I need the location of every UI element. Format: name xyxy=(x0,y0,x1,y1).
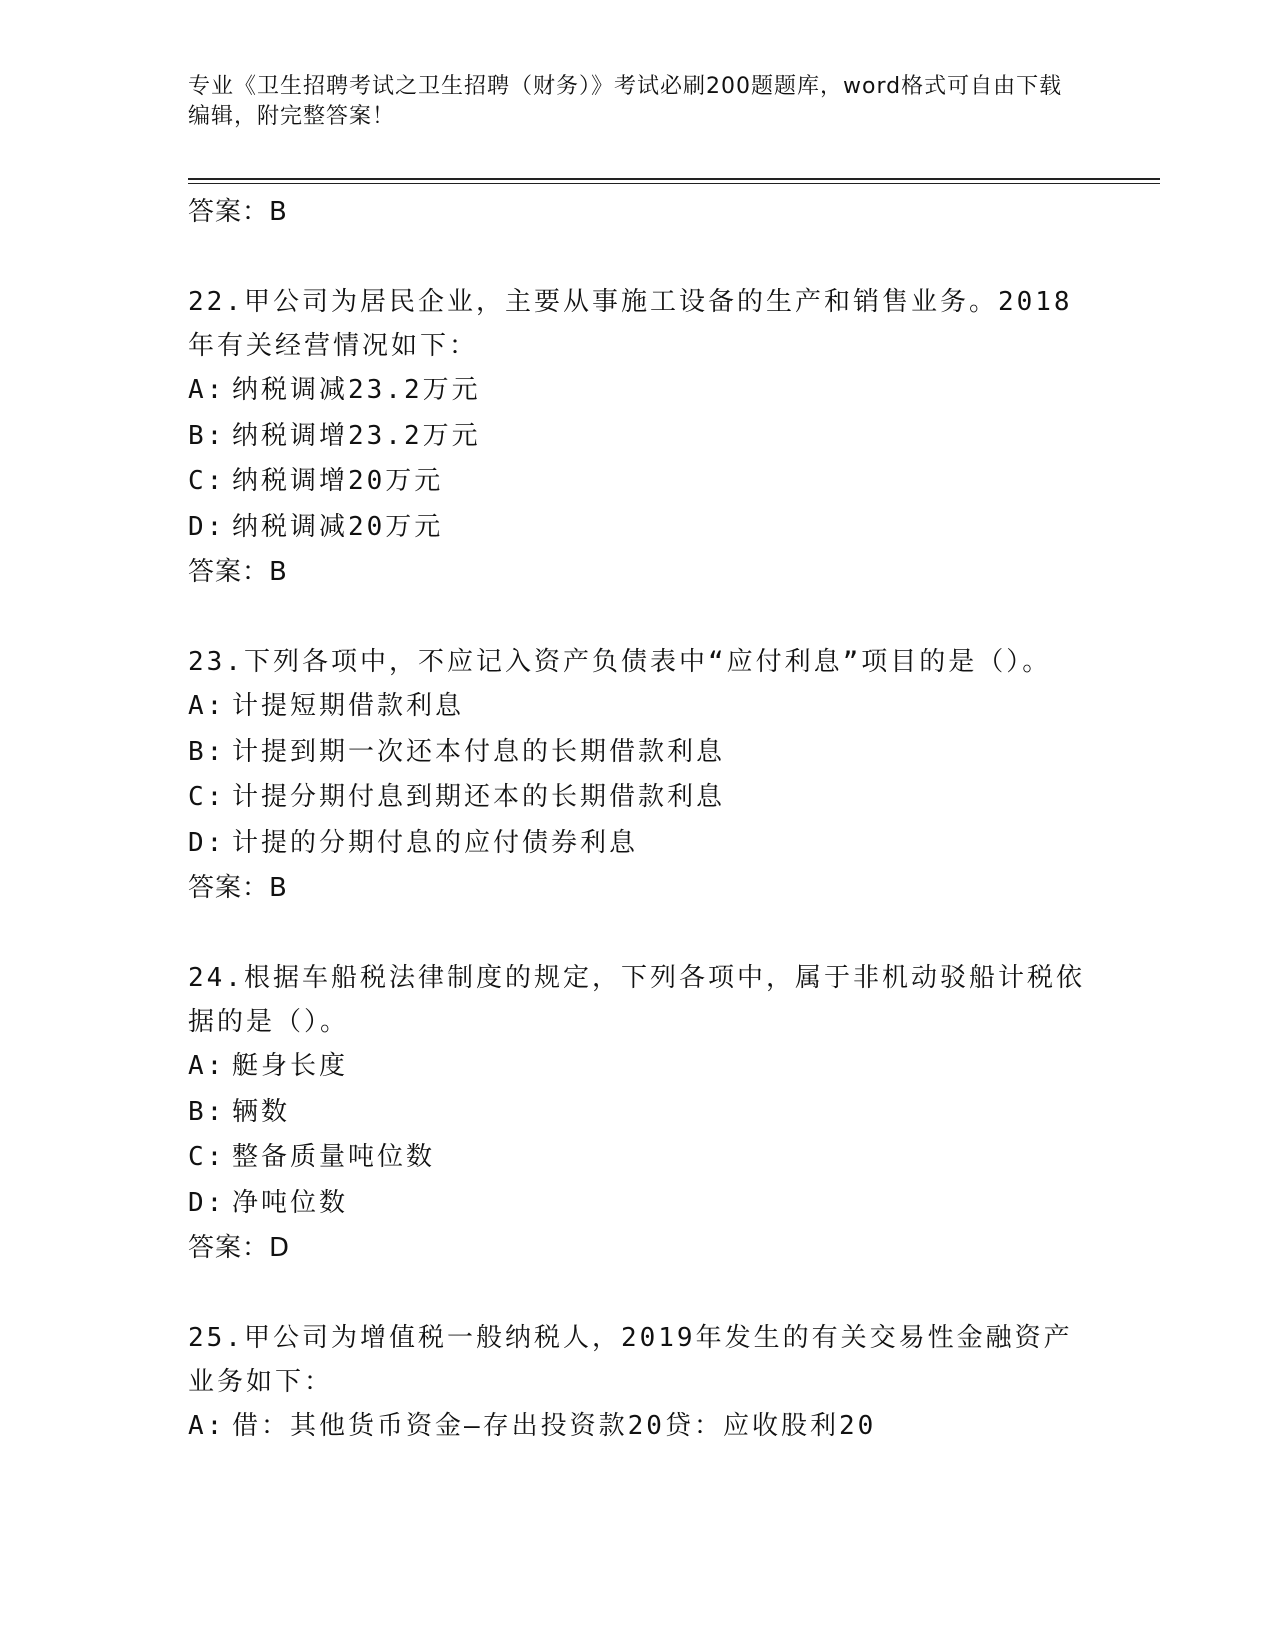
option-key: C: xyxy=(188,782,226,812)
option-b xyxy=(188,1090,1088,1136)
option-text: 辆数 xyxy=(232,1096,291,1127)
option-text: 计提短期借款利息 xyxy=(232,691,465,721)
option-text: 计提的分期付息的应付债券利息 xyxy=(232,827,639,858)
question-text: 24.根据车船税法律制度的规定，下列各项中，属于非机动驳船计税依据的是（）。 xyxy=(188,963,1085,1037)
option-b xyxy=(188,414,1088,460)
option-key: D: xyxy=(188,827,226,858)
option-key: A: xyxy=(188,691,226,721)
question-text: 22.甲公司为居民企业，主要从事施工设备的生产和销售业务。2018年有关经营情况如下： xyxy=(188,287,1073,361)
question-text: 25.甲公司为增值税一般纳税人，2019年发生的有关交易性金融资产业务如下： xyxy=(188,1323,1073,1397)
option-key: C: xyxy=(188,1142,226,1172)
header-divider-thick xyxy=(188,178,1160,180)
option-text: 纳税调减23.2万元 xyxy=(232,375,481,405)
document-header: 专业《卫生招聘考试之卫生招聘（财务）》考试必刷200题题库，word格式可自由下载编辑，附完整答案！ xyxy=(188,74,1063,129)
answer: 答案：B xyxy=(188,557,288,587)
question-list xyxy=(188,190,1088,1450)
previous-answer: 答案：B xyxy=(188,197,288,227)
option-a xyxy=(188,368,1088,414)
question-24 xyxy=(188,956,1088,1270)
option-d xyxy=(188,821,1088,867)
option-text: 纳税调减20万元 xyxy=(232,511,444,542)
option-text: 净吨位数 xyxy=(232,1187,349,1218)
option-text: 整备质量吨位数 xyxy=(232,1142,436,1172)
question-23 xyxy=(188,640,1088,910)
option-b xyxy=(188,730,1088,776)
question-text: 23.下列各项中，不应记入资产负债表中“应付利息”项目的是（）。 xyxy=(188,647,1052,677)
option-a xyxy=(188,1044,1088,1090)
option-key: A: xyxy=(188,1051,226,1081)
option-text: 纳税调增20万元 xyxy=(232,466,444,496)
answer: 答案：B xyxy=(188,873,288,903)
option-key: B: xyxy=(188,736,226,767)
option-d xyxy=(188,1181,1088,1227)
option-c xyxy=(188,775,1088,821)
option-key: D: xyxy=(188,1187,226,1218)
option-c xyxy=(188,459,1088,505)
answer: 答案：D xyxy=(188,1233,291,1263)
option-d xyxy=(188,505,1088,551)
option-key: A: xyxy=(188,375,226,405)
option-key: D: xyxy=(188,511,226,542)
option-text: 计提分期付息到期还本的长期借款利息 xyxy=(232,782,726,812)
option-text: 计提到期一次还本付息的长期借款利息 xyxy=(232,736,726,767)
option-key: C: xyxy=(188,466,226,496)
option-key: B: xyxy=(188,420,226,451)
option-text: 艇身长度 xyxy=(232,1051,349,1081)
option-key: B: xyxy=(188,1096,226,1127)
question-22 xyxy=(188,280,1088,594)
option-a xyxy=(188,684,1088,730)
option-text: 纳税调增23.2万元 xyxy=(232,420,481,451)
option-key: A: xyxy=(188,1411,226,1441)
option-text: 借：其他货币资金—存出投资款20贷：应收股利20 xyxy=(232,1411,877,1441)
header-divider-thin xyxy=(188,183,1160,184)
question-25 xyxy=(188,1316,1088,1450)
option-a xyxy=(188,1404,1088,1450)
option-c xyxy=(188,1135,1088,1181)
